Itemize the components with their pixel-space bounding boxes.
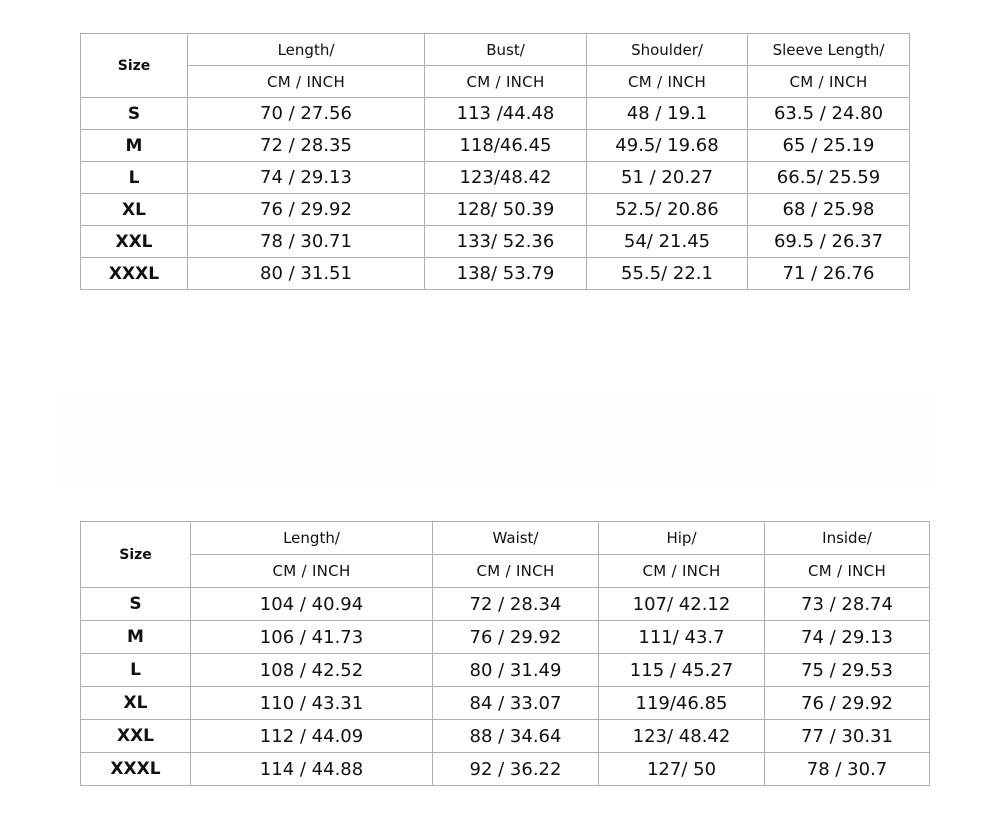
- value-cell: 75 / 29.53: [765, 654, 930, 687]
- value-cell: 70 / 27.56: [188, 98, 425, 130]
- value-cell: 84 / 33.07: [433, 687, 599, 720]
- size-cell: XXXL: [81, 258, 188, 290]
- value-cell: 54/ 21.45: [587, 226, 748, 258]
- size-cell: XXL: [81, 226, 188, 258]
- value-cell: 72 / 28.35: [188, 130, 425, 162]
- value-cell: 49.5/ 19.68: [587, 130, 748, 162]
- value-cell: 127/ 50: [599, 753, 765, 786]
- value-cell: 113 /44.48: [425, 98, 587, 130]
- value-cell: 73 / 28.74: [765, 588, 930, 621]
- size-cell: L: [81, 162, 188, 194]
- value-cell: 123/48.42: [425, 162, 587, 194]
- size-cell: XXXL: [81, 753, 191, 786]
- column-header-length: Length/: [191, 522, 433, 555]
- value-cell: 76 / 29.92: [433, 621, 599, 654]
- table-row: [81, 258, 910, 290]
- unit-label: CM / INCH: [765, 555, 930, 588]
- value-cell: 68 / 25.98: [748, 194, 910, 226]
- table-row: [81, 720, 930, 753]
- unit-label: CM / INCH: [433, 555, 599, 588]
- table-row: [81, 687, 930, 720]
- size-cell: S: [81, 588, 191, 621]
- table-row: [81, 654, 930, 687]
- table-row: [81, 588, 930, 621]
- unit-label: CM / INCH: [191, 555, 433, 588]
- table-row: [81, 753, 930, 786]
- value-cell: 72 / 28.34: [433, 588, 599, 621]
- size-cell: L: [81, 654, 191, 687]
- bottom-size-table: [80, 521, 930, 786]
- unit-row: [81, 555, 930, 588]
- unit-label: CM / INCH: [599, 555, 765, 588]
- column-header-bust: Bust/: [425, 34, 587, 66]
- column-header-sleeve-length: Sleeve Length/: [748, 34, 910, 66]
- size-cell: S: [81, 98, 188, 130]
- value-cell: 108 / 42.52: [191, 654, 433, 687]
- header-row: [81, 34, 910, 66]
- value-cell: 133/ 52.36: [425, 226, 587, 258]
- unit-label: CM / INCH: [748, 66, 910, 98]
- blank-area: [60, 392, 930, 488]
- value-cell: 118/46.45: [425, 130, 587, 162]
- size-cell: XL: [81, 687, 191, 720]
- header-row: [81, 522, 930, 555]
- top-size-table: [80, 33, 910, 290]
- value-cell: 76 / 29.92: [765, 687, 930, 720]
- unit-row: [81, 66, 910, 98]
- table-row: [81, 226, 910, 258]
- value-cell: 106 / 41.73: [191, 621, 433, 654]
- value-cell: 92 / 36.22: [433, 753, 599, 786]
- size-cell: XL: [81, 194, 188, 226]
- value-cell: 76 / 29.92: [188, 194, 425, 226]
- value-cell: 65 / 25.19: [748, 130, 910, 162]
- value-cell: 115 / 45.27: [599, 654, 765, 687]
- value-cell: 69.5 / 26.37: [748, 226, 910, 258]
- value-cell: 55.5/ 22.1: [587, 258, 748, 290]
- value-cell: 104 / 40.94: [191, 588, 433, 621]
- value-cell: 110 / 43.31: [191, 687, 433, 720]
- value-cell: 63.5 / 24.80: [748, 98, 910, 130]
- table-row: [81, 98, 910, 130]
- value-cell: 48 / 19.1: [587, 98, 748, 130]
- value-cell: 80 / 31.49: [433, 654, 599, 687]
- value-cell: 111/ 43.7: [599, 621, 765, 654]
- table-row: [81, 621, 930, 654]
- size-header: Size: [81, 34, 188, 98]
- column-header-length: Length/: [188, 34, 425, 66]
- value-cell: 138/ 53.79: [425, 258, 587, 290]
- value-cell: 52.5/ 20.86: [587, 194, 748, 226]
- column-header-hip: Hip/: [599, 522, 765, 555]
- size-cell: XXL: [81, 720, 191, 753]
- unit-label: CM / INCH: [587, 66, 748, 98]
- value-cell: 107/ 42.12: [599, 588, 765, 621]
- table-row: [81, 130, 910, 162]
- value-cell: 123/ 48.42: [599, 720, 765, 753]
- value-cell: 71 / 26.76: [748, 258, 910, 290]
- size-cell: M: [81, 130, 188, 162]
- value-cell: 112 / 44.09: [191, 720, 433, 753]
- value-cell: 66.5/ 25.59: [748, 162, 910, 194]
- value-cell: 74 / 29.13: [188, 162, 425, 194]
- size-cell: M: [81, 621, 191, 654]
- value-cell: 78 / 30.7: [765, 753, 930, 786]
- value-cell: 78 / 30.71: [188, 226, 425, 258]
- value-cell: 80 / 31.51: [188, 258, 425, 290]
- table-row: [81, 162, 910, 194]
- size-header: Size: [81, 522, 191, 588]
- value-cell: 119/46.85: [599, 687, 765, 720]
- value-cell: 51 / 20.27: [587, 162, 748, 194]
- column-header-inside: Inside/: [765, 522, 930, 555]
- unit-label: CM / INCH: [425, 66, 587, 98]
- value-cell: 128/ 50.39: [425, 194, 587, 226]
- column-header-shoulder: Shoulder/: [587, 34, 748, 66]
- value-cell: 88 / 34.64: [433, 720, 599, 753]
- table-row: [81, 194, 910, 226]
- value-cell: 77 / 30.31: [765, 720, 930, 753]
- value-cell: 114 / 44.88: [191, 753, 433, 786]
- value-cell: 74 / 29.13: [765, 621, 930, 654]
- column-header-waist: Waist/: [433, 522, 599, 555]
- unit-label: CM / INCH: [188, 66, 425, 98]
